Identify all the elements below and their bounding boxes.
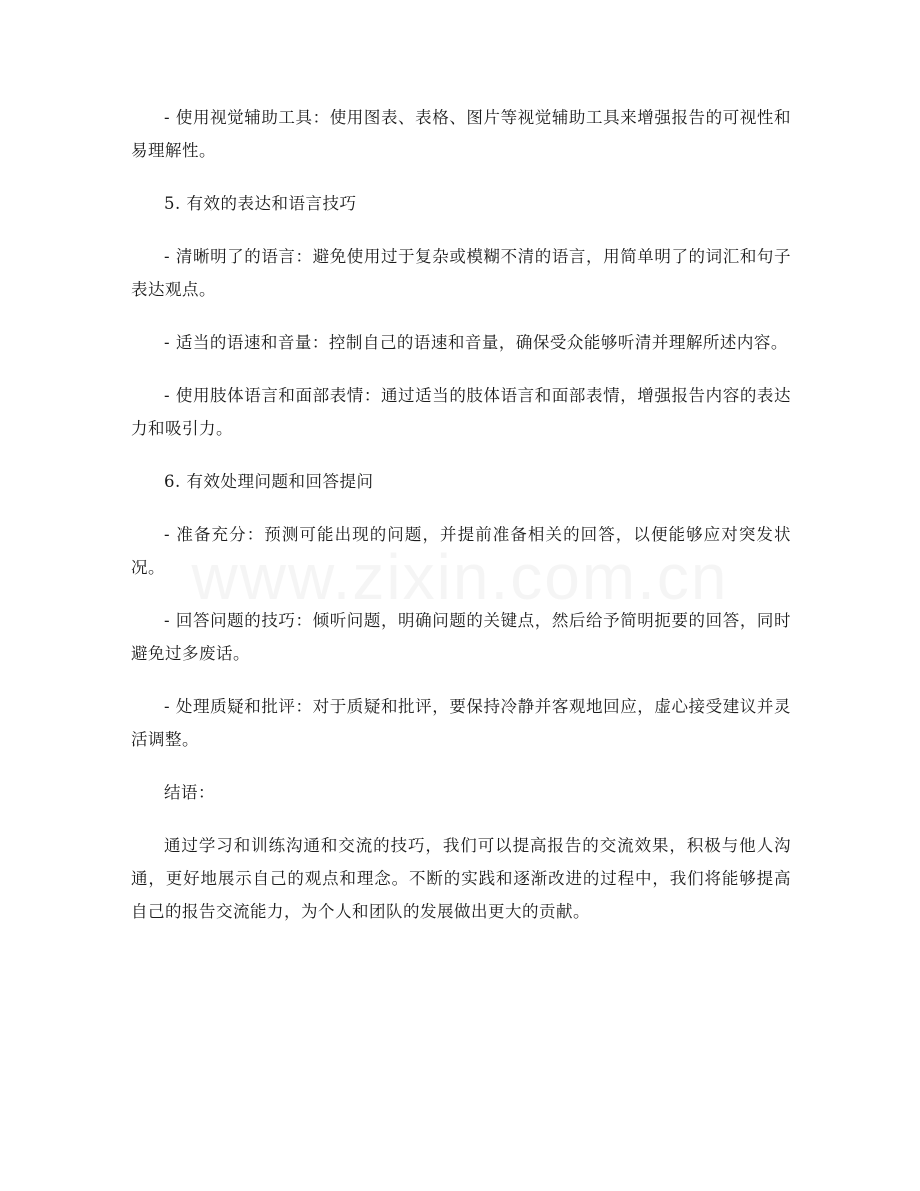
paragraph-answer-skills: - 回答问题的技巧：倾听问题，明确问题的关键点，然后给予简明扼要的回答，同时避免过多废话。 — [131, 611, 791, 663]
paragraph-visual-aids: - 使用视觉辅助工具：使用图表、表格、图片等视觉辅助工具来增强报告的可视性和易理解性。 — [131, 108, 791, 160]
conclusion-paragraph: 通过学习和训练沟通和交流的技巧，我们可以提高报告的交流效果，积极与他人沟通，更好地展示自己的观点和理念。不断的实践和逐渐改进的过程中，我们将能够提高自己的报告交流能力，为个人和团队的发展做出更大的贡献。 — [131, 836, 791, 921]
paragraph-clear-language: - 清晰明了的语言：避免使用过于复杂或模糊不清的语言，用简单明了的词汇和句子表达观点。 — [131, 247, 791, 299]
watermark-text: www.zixin.com.cn — [191, 541, 729, 613]
paragraph-speed-volume: - 适当的语速和音量：控制自己的语速和音量，确保受众能够听清并理解所述内容。 — [164, 333, 788, 352]
section-heading-expression: 5. 有效的表达和语言技巧 — [164, 194, 357, 213]
paragraph-preparation: - 准备充分：预测可能出现的问题，并提前准备相关的回答，以便能够应对突发状况。 — [131, 525, 791, 577]
document-body — [131, 101, 791, 948]
conclusion-heading: 结语： — [164, 783, 215, 802]
paragraph-handle-criticism: - 处理质疑和批评：对于质疑和批评，要保持冷静并客观地回应，虚心接受建议并灵活调整。 — [131, 697, 791, 749]
section-heading-questions: 6. 有效处理问题和回答提问 — [164, 472, 374, 491]
paragraph-body-language: - 使用肢体语言和面部表情：通过适当的肢体语言和面部表情，增强报告内容的表达力和吸引力。 — [131, 386, 791, 438]
